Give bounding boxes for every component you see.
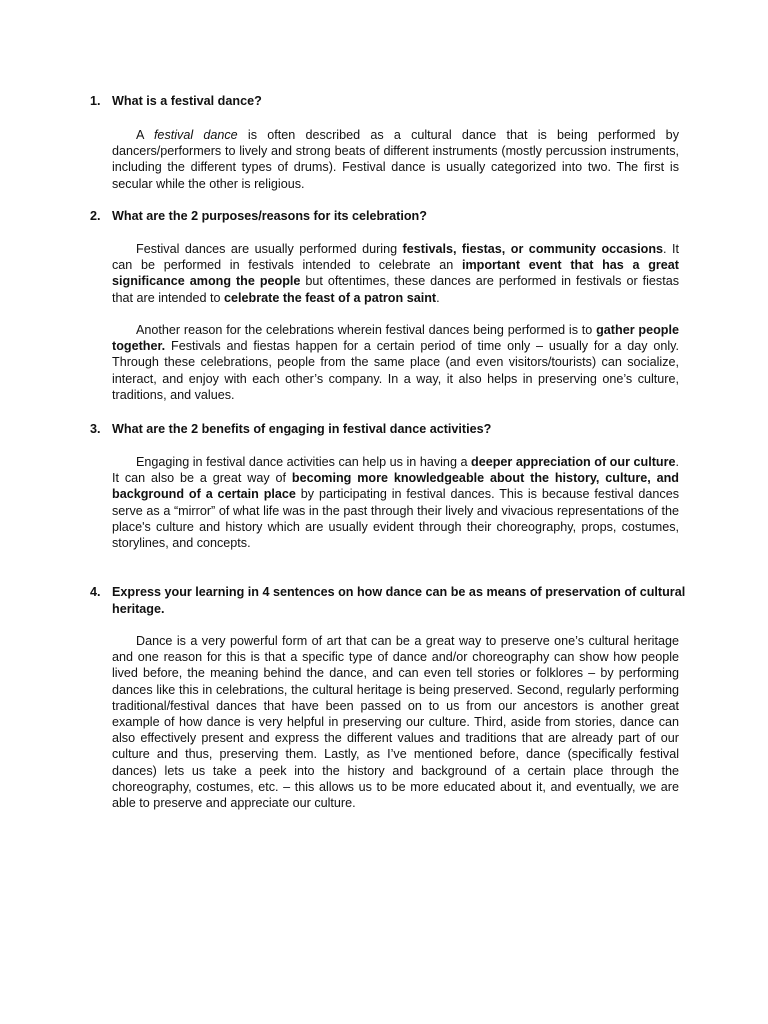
- text-run: by participating in festival dances. This is because festival dances serve as a “mirror” of what life was in the past through their lively and vivacious representations of the place's culture and history which are usually evident through their choreography, props, costumes, storylines, and concepts.: [112, 487, 679, 551]
- answer-4-paragraph: [112, 633, 679, 811]
- answer-2-paragraph-2: [112, 322, 679, 403]
- text-run: Engaging in festival dance activities can help us in having a: [136, 455, 472, 469]
- answer-1-paragraph: [112, 127, 679, 192]
- text-run: . It can be performed in festivals intended to celebrate an: [112, 242, 679, 273]
- text-run: Another reason for the celebrations wherein festival dances being performed is to: [136, 323, 597, 337]
- text-run: Dance is a very powerful form of art that can be a great way to preserve one’s cultural heritage and one reason for this is that a specific type of dance and/or choreography can show how people lived before, the meaning behind the dance, and can even tell stories or folklores – by performing dances like this in celebrations, the cultural heritage is being preserved. Second, regularly performing traditional/festival dances that have been passed on to us from our ancestors is another great example of how dance is very helpful in preserving our culture. Third, aside from stories, dance can also effectively present and express the different values and traditions that are already part of our culture and thus, preserving them. Lastly, as I’ve mentioned before, dance (specifically festival dances) lets us take a peek into the history and background of a certain place through the choreography, costumes, etc. – this allows us to be more educated about it, and eventually, we are able to preserve and appreciate our culture.: [112, 634, 679, 811]
- bold-text-run: deeper appreciation of our culture: [471, 455, 676, 469]
- text-run: is often described as a cultural dance that is being performed by dancers/performers to lively and strong beats of different instruments (mostly percussion instruments, including the different types of drums). Festival dance is usually categorized into two. The first is secular while the other is religious.: [112, 128, 679, 191]
- text-run: .: [436, 290, 440, 305]
- text-run: Festivals and fiestas happen for a certain period of time only – usually for a day only. Through these celebrations, people from the same place (and even visitors/tourists) can socialize, interact, and enjoy with each other’s company. In a way, it also helps in preserving one’s culture, traditions, and values.: [112, 339, 679, 402]
- italic-text-run: festival dance: [153, 128, 238, 142]
- question-text: What are the 2 benefits of engaging in festival dance activities?: [112, 422, 492, 436]
- text-run: . It can also be a great way of: [112, 455, 679, 486]
- question-number: 2.: [90, 209, 101, 223]
- question-text: What is a festival dance?: [112, 94, 262, 108]
- bold-text-run: gather people together.: [112, 323, 679, 354]
- question-text: What are the 2 purposes/reasons for its celebration?: [112, 209, 427, 223]
- question-number: 4.: [90, 585, 101, 599]
- question-number: 3.: [90, 422, 101, 436]
- answer-2-paragraph-1: [112, 241, 679, 306]
- text-run: Festival dances are usually performed during: [136, 242, 403, 256]
- bold-text-run: festivals, fiestas, or community occasions: [402, 242, 664, 256]
- text-run: but oftentimes, these dances are performed in festivals or fiestas that are intended to: [112, 274, 679, 305]
- bold-text-run: important event that has a great significance among the people: [112, 258, 680, 289]
- question-4-heading: [90, 584, 690, 618]
- text-run: A: [136, 128, 154, 142]
- question-1-heading: [90, 93, 690, 110]
- answer-3-paragraph: [112, 454, 679, 551]
- bold-text-run: becoming more knowledgeable about the history, culture, and background of a certain place: [112, 471, 680, 502]
- question-text: Express your learning in 4 sentences on how dance can be as means of preservation of cultural heritage.: [112, 585, 686, 616]
- question-number: 1.: [90, 94, 101, 108]
- question-2-heading: [90, 208, 690, 225]
- question-3-heading: [90, 421, 690, 438]
- bold-text-run: celebrate the feast of a patron saint: [224, 290, 437, 305]
